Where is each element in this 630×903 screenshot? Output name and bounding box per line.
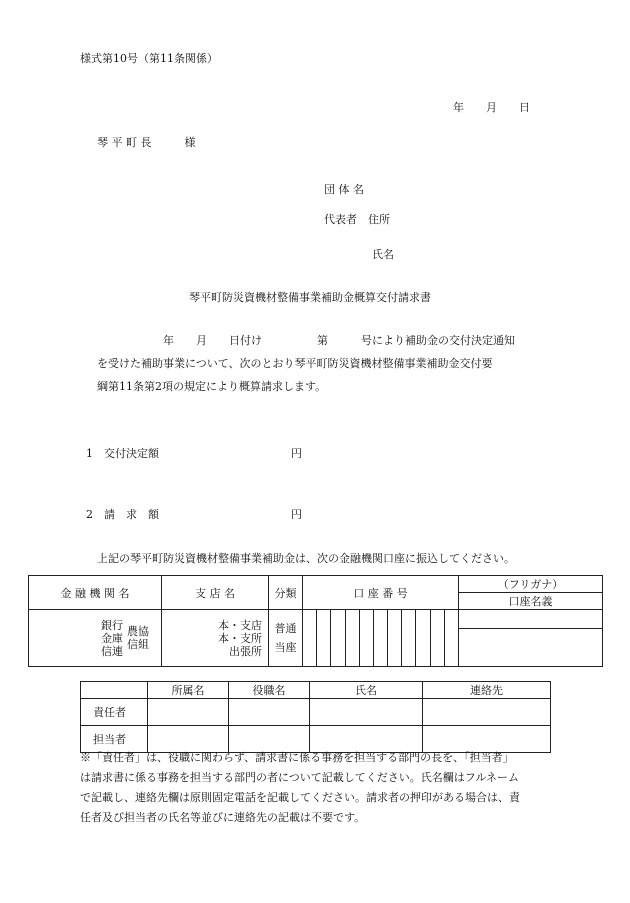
header-person-name: 氏名 [310,682,423,699]
contact-table [80,681,551,753]
furigana-input-cell[interactable] [459,610,603,629]
name-label: 氏名 [372,248,394,261]
header-position: 役職名 [229,682,310,699]
form-id: 様式第10号（第11条関係） [80,52,218,65]
row-label-responsible: 責任者 [81,699,148,726]
transfer-note: 上記の琴平町防災資機材整備事業補助金は、次の金融機関口座に振込してください。 [97,552,515,565]
account-name-input-cell[interactable] [459,629,603,667]
header-type: 分類 [269,576,303,610]
account-digit-cell[interactable] [388,610,402,667]
body-line: 年 月 日付け 第 号により補助金の交付決定通知 [97,334,515,347]
branch-cell[interactable] [162,610,269,667]
account-digit-cell[interactable] [444,610,458,667]
account-digit-cell[interactable] [317,610,331,667]
body-line: 綱第11条第2項の規定により概算請求します。 [97,380,327,393]
header-institution: 金 融 機 関 名 [29,576,162,610]
contact-header-blank [81,682,148,699]
account-digit-cell[interactable] [416,610,430,667]
header-contact: 連絡先 [423,682,551,699]
org-name-label: 団 体 名 [324,183,364,196]
account-digit-cell[interactable] [345,610,359,667]
item-request-amount-unit: 円 [291,508,302,521]
option-head-sub-branch: 本・支所 [218,631,262,645]
option-shinkumi: 信組 [127,638,149,651]
account-digit-cell[interactable] [359,610,373,667]
account-digit-cell[interactable] [331,610,345,667]
footnote-line: 任者及び担当者の氏名等並びに連絡先の記載は不要です。 [80,811,366,824]
header-furigana: （フリガナ） [459,576,603,593]
footnote [80,748,550,828]
option-shinren: 信連 [101,644,123,658]
account-digit-cell[interactable] [430,610,444,667]
addressee: 琴 平 町 長 様 [97,136,196,149]
footnote-line: ※「責任者」は、役職に関わらず、請求書に係る事務を担当する部門の長を、「担当者」 [80,751,514,764]
item-grant-amount-label: 1 交付決定額 [86,447,159,460]
rep-address-label: 代表者 住所 [324,213,390,226]
account-digit-cell[interactable] [373,610,387,667]
footnote-line: は請求書に係る事務を担当する部門の者について記載してください。氏名欄はフルネーム [80,771,520,784]
option-nokyo: 農協 [127,625,149,638]
document-title: 琴平町防災資機材整備事業補助金概算交付請求書 [189,291,431,304]
option-head-branch: 本・支店 [218,618,262,632]
footnote-line: で記載し、連絡先欄は原則固定電話を記載してください。請求者の押印がある場合は、責 [80,791,520,804]
body-line: を受けた補助事業について、次のとおり琴平町防災資機材整備事業補助金交付要 [97,357,493,370]
account-digit-cell[interactable] [303,610,317,667]
header-branch: 支 店 名 [162,576,269,610]
bank-account-table [28,575,603,667]
item-request-amount-label: 2 請 求 額 [86,508,159,521]
row-label-staff: 担当者 [81,726,148,753]
header-account-number: 口 座 番 号 [303,576,459,610]
header-department: 所属名 [148,682,229,699]
option-sub-office: 出張所 [229,644,262,658]
account-digit-cell[interactable] [402,610,416,667]
option-current: 当座 [274,641,297,654]
option-bank: 銀行 [101,618,123,632]
option-ordinary: 普通 [274,622,297,635]
item-grant-amount-unit: 円 [291,447,302,460]
body-paragraph [97,329,537,398]
responsible-position-cell[interactable] [229,699,310,726]
header-account-name: 口座名義 [459,593,603,610]
responsible-contact-cell[interactable] [423,699,551,726]
date-line: 年 月 日 [453,101,530,114]
type-cell[interactable] [269,610,303,667]
institution-cell[interactable] [29,610,162,667]
responsible-department-cell[interactable] [148,699,229,726]
responsible-name-cell[interactable] [310,699,423,726]
option-shinkin: 金庫 [101,631,123,645]
